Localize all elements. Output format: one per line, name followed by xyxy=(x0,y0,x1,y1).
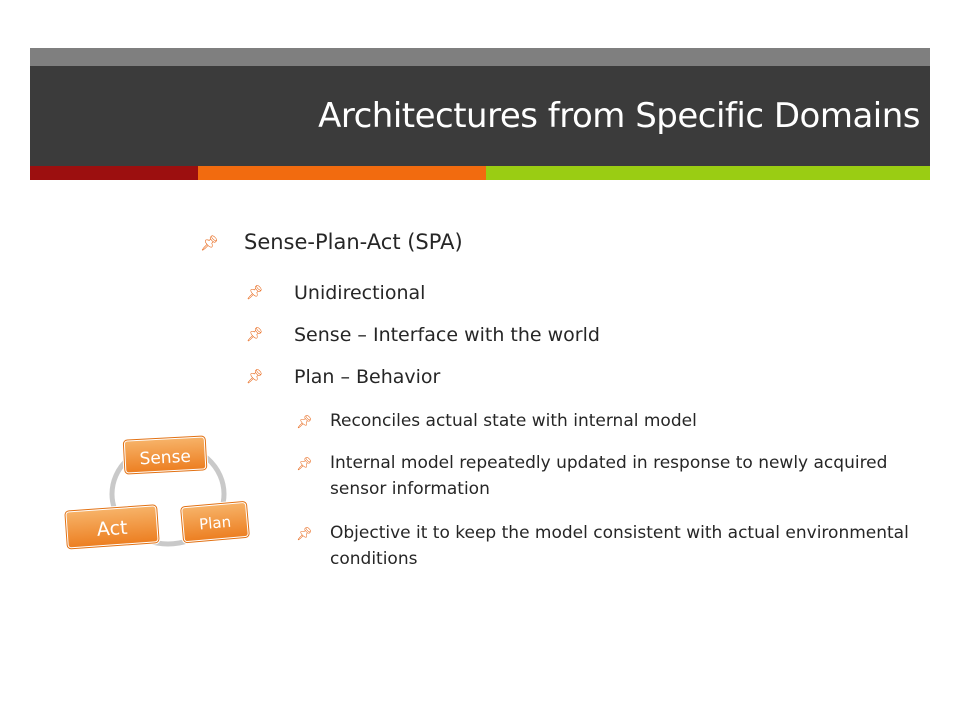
bullet-level3 xyxy=(296,450,916,502)
bullet-level1 xyxy=(200,230,463,254)
act-label: Act xyxy=(96,516,129,541)
pushpin-icon: 📌︎ xyxy=(246,369,264,385)
bullet-text: Unidirectional xyxy=(294,282,426,304)
pushpin-icon: 📌︎ xyxy=(296,457,313,472)
pushpin-icon: 📌︎ xyxy=(200,234,220,252)
bullet-level3 xyxy=(296,408,916,436)
bullet-level2 xyxy=(246,324,600,346)
plan-label: Plan xyxy=(198,512,232,534)
pushpin-icon: 📌︎ xyxy=(246,285,264,301)
act-node xyxy=(65,505,159,549)
sense-label: Sense xyxy=(139,446,192,470)
bullet-text: Plan – Behavior xyxy=(294,366,441,388)
sense-node xyxy=(123,436,207,474)
bullet-text: Internal model repeatedly updated in response to newly acquired sensor information xyxy=(330,453,888,499)
bullet-text: Objective it to keep the model consistent with actual environmental conditions xyxy=(330,523,909,569)
pushpin-icon: 📌︎ xyxy=(246,327,264,343)
plan-node xyxy=(181,501,250,543)
pushpin-icon: 📌︎ xyxy=(296,527,313,542)
bullet-text: Reconciles actual state with internal model xyxy=(330,411,697,431)
pushpin-icon: 📌︎ xyxy=(296,415,313,430)
spa-cycle-diagram xyxy=(60,432,260,557)
bullet-level2 xyxy=(246,366,440,388)
bullet-level2 xyxy=(246,282,425,304)
bullet-text: Sense-Plan-Act (SPA) xyxy=(244,230,463,254)
slide-title: Architectures from Specific Domains xyxy=(318,96,920,136)
bullet-level3 xyxy=(296,520,916,572)
bullet-text: Sense – Interface with the world xyxy=(294,324,600,346)
